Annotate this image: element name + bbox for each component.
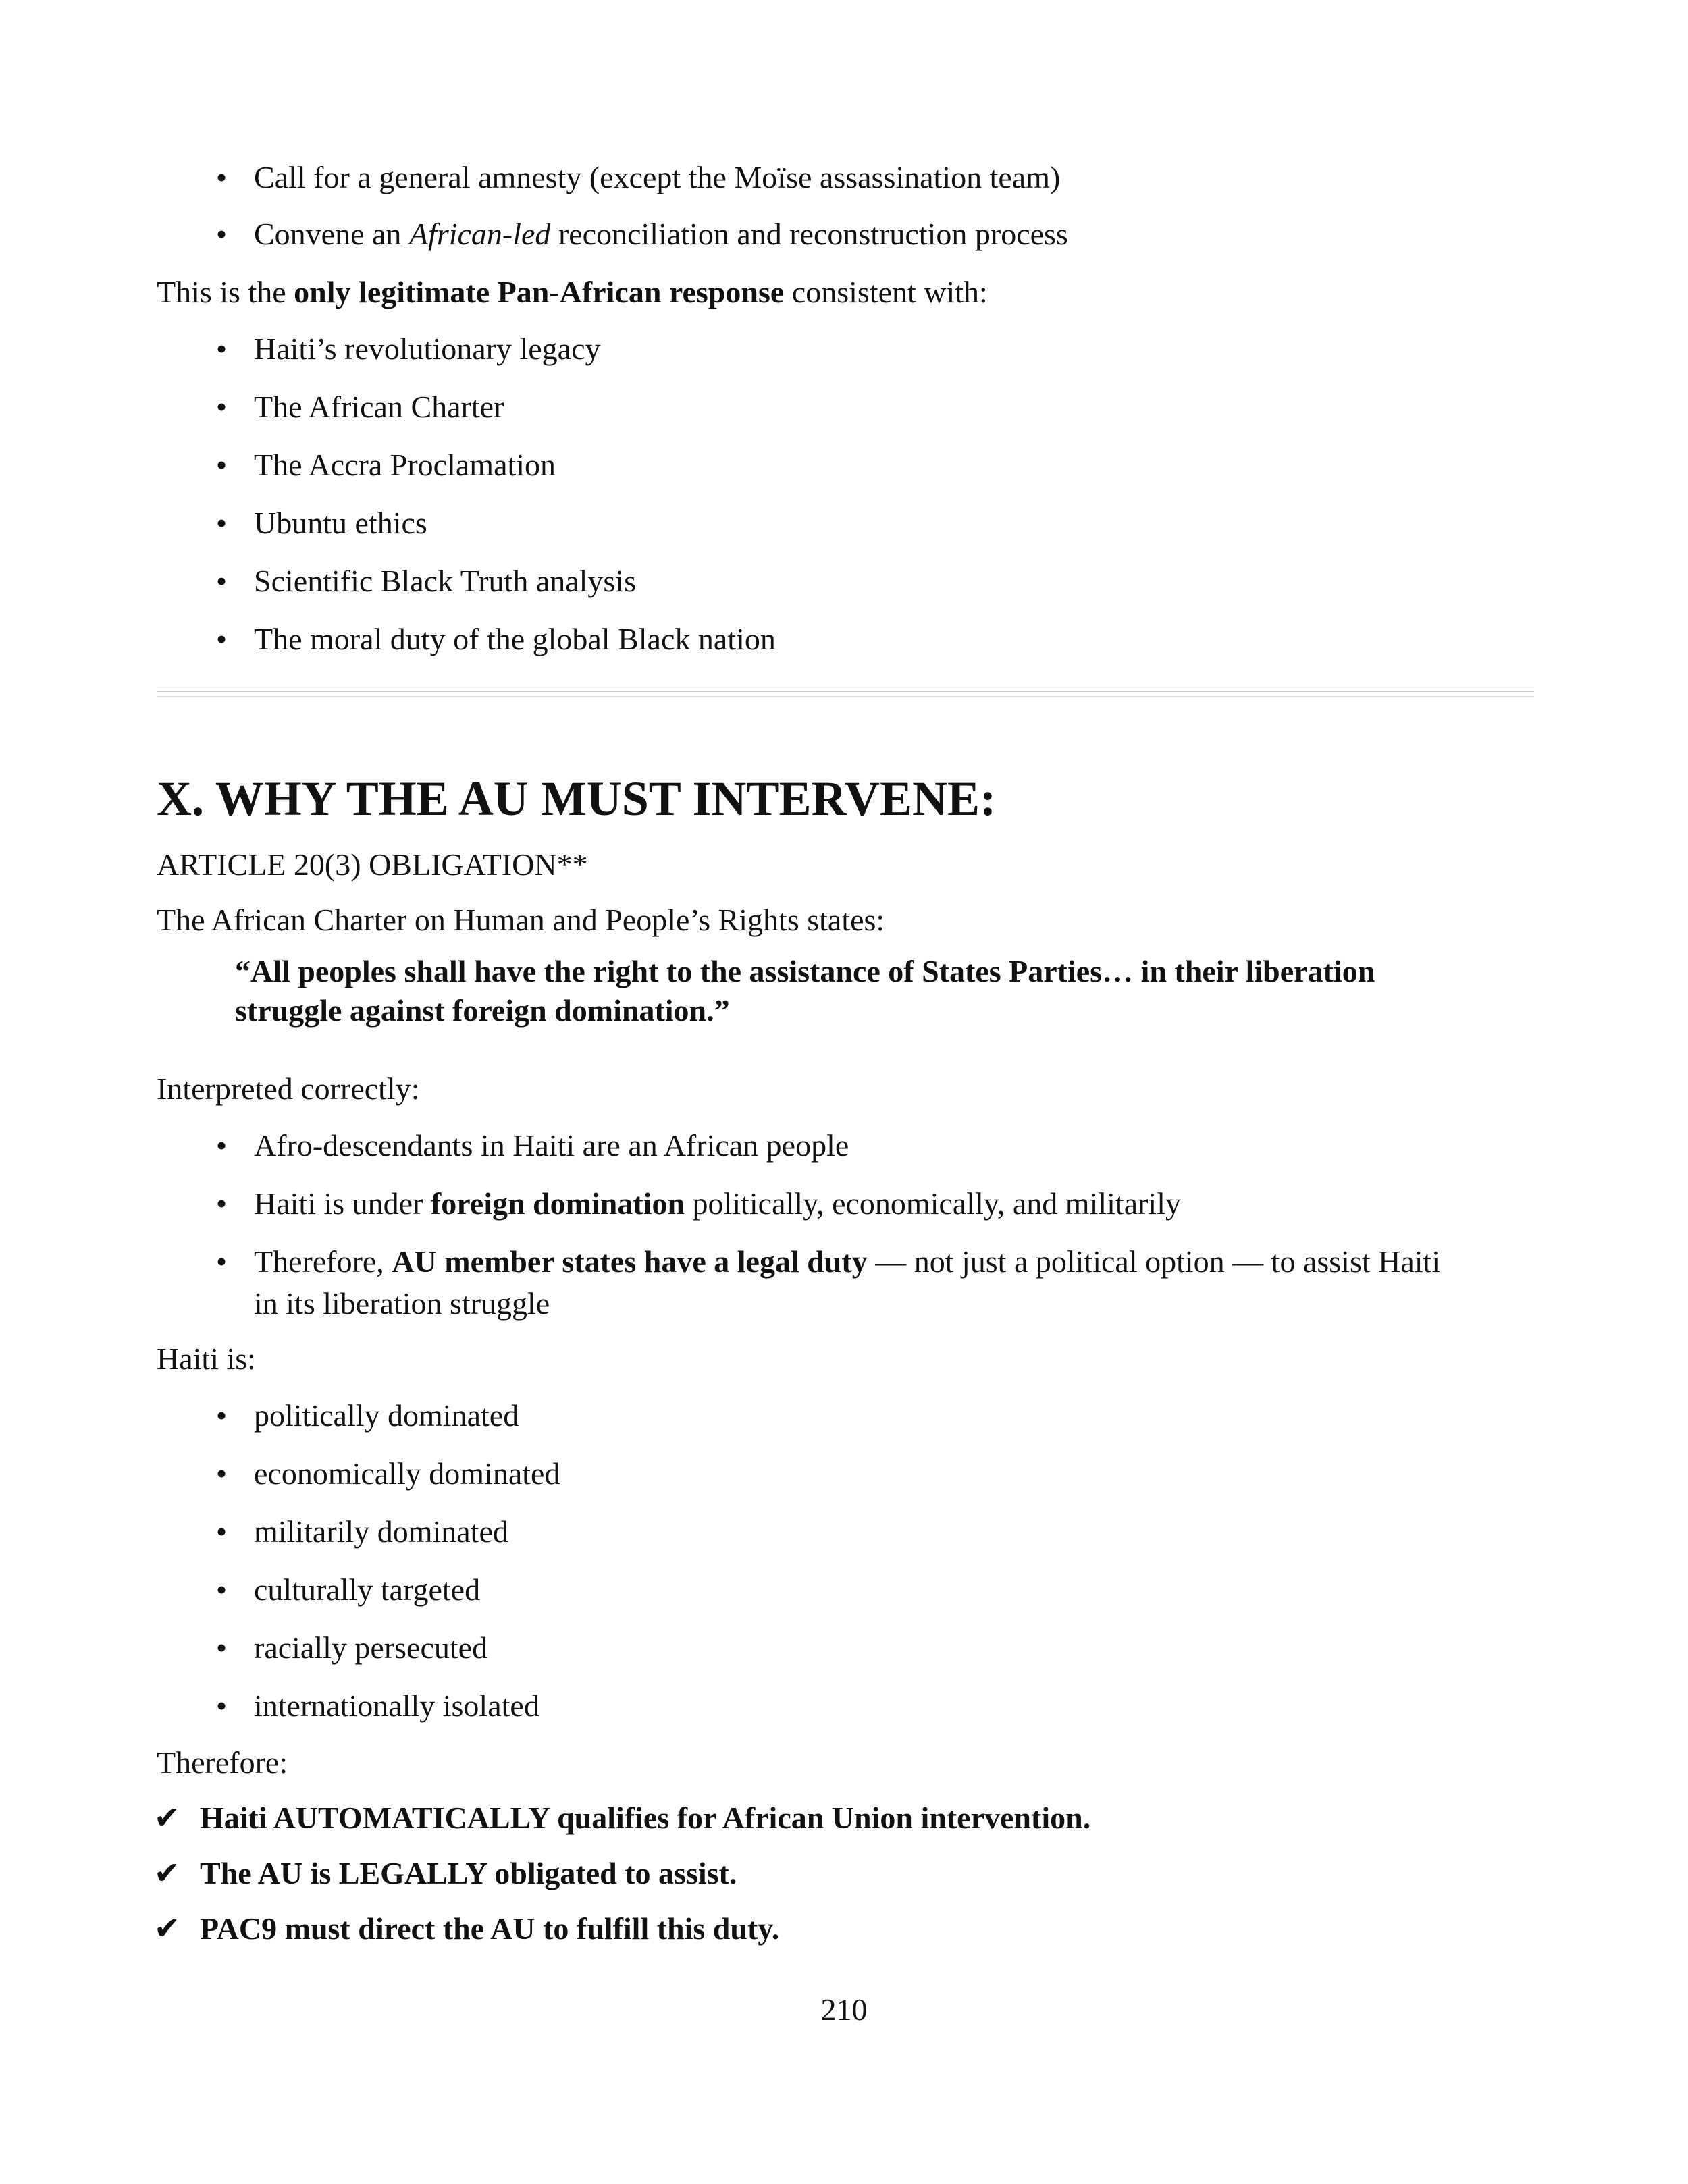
list-item-text: Call for a general amnesty (except the Moïse assassination team) (254, 160, 1061, 194)
block-quote (235, 952, 1518, 1030)
text-run: Convene an (254, 217, 409, 251)
checkmark-icon: ✔ (154, 1856, 180, 1890)
list-item-text: racially persecuted (254, 1630, 488, 1665)
bullet-glyph: • (216, 1456, 228, 1491)
list-item-text: Afro-descendants in Haiti are an African people (254, 1128, 849, 1163)
paragraph (157, 273, 988, 312)
section-heading: X. WHY THE AU MUST INTERVENE: (157, 772, 997, 826)
text-run: Therefore, (254, 1244, 392, 1279)
text-run: Haiti is under (254, 1186, 431, 1221)
text-run: — not just a political option — to assist Haiti (867, 1244, 1441, 1279)
quote-line: “All peoples shall have the right to the assistance of States Parties… in their liberation (235, 954, 1375, 988)
bullet-glyph: • (216, 160, 228, 194)
bullet-glyph: • (216, 1398, 228, 1433)
conclusion-item: PAC9 must direct the AU to fulfill this duty. (200, 1911, 780, 1946)
conclusion-item: The AU is LEGALLY obligated to assist. (200, 1856, 737, 1890)
list-item-text (254, 215, 1068, 254)
list-item-text: Ubuntu ethics (254, 506, 427, 540)
conclusion-item: Haiti AUTOMATICALLY qualifies for African Union intervention. (200, 1801, 1091, 1835)
bold-run: foreign domination (430, 1186, 685, 1221)
bullet-glyph: • (216, 217, 228, 251)
list-item-text: culturally targeted (254, 1572, 481, 1607)
text-run: consistent with: (784, 275, 988, 309)
checkmark-icon: ✔ (154, 1801, 180, 1835)
bullet-glyph: • (216, 1688, 228, 1723)
page-number: 210 (820, 1992, 868, 2027)
text-run: politically, economically, and militarily (685, 1186, 1181, 1221)
bullet-glyph: • (216, 1572, 228, 1607)
bullet-glyph: • (216, 1244, 228, 1279)
list-item-text: The moral duty of the global Black nation (254, 622, 776, 656)
list-item-text: Haiti’s revolutionary legacy (254, 331, 601, 366)
text-run: reconciliation and reconstruction process (550, 217, 1068, 251)
list-item-text (254, 1242, 1440, 1281)
bullet-glyph: • (216, 331, 228, 366)
bullet-glyph: • (216, 1514, 228, 1549)
list-item-text: The African Charter (254, 390, 504, 424)
list-item-text: Scientific Black Truth analysis (254, 564, 637, 598)
list-item-text: economically dominated (254, 1456, 560, 1491)
subheading: ARTICLE 20(3) OBLIGATION** (157, 847, 588, 882)
bullet-glyph: • (216, 390, 228, 424)
bullet-glyph: • (216, 564, 228, 598)
bullet-glyph: • (216, 1128, 228, 1163)
italic-run: African-led (408, 217, 551, 251)
paragraph: Haiti is: (157, 1341, 256, 1376)
bold-run: only legitimate Pan-African response (294, 275, 785, 309)
list-item-continuation: in its liberation struggle (254, 1286, 550, 1321)
list-item-text: militarily dominated (254, 1514, 508, 1549)
paragraph: Interpreted correctly: (157, 1071, 420, 1106)
quote-line: struggle against foreign domination.” (235, 993, 730, 1028)
list-item-text: internationally isolated (254, 1688, 539, 1723)
bullet-glyph: • (216, 1630, 228, 1665)
text-run: This is the (157, 275, 294, 309)
checkmark-icon: ✔ (154, 1911, 180, 1946)
bold-run: AU member states have a legal duty (392, 1244, 868, 1279)
list-item-text: politically dominated (254, 1398, 519, 1433)
bullet-glyph: • (216, 448, 228, 482)
paragraph: The African Charter on Human and People’s Rights states: (157, 903, 885, 937)
bullet-glyph: • (216, 506, 228, 540)
list-item-text (254, 1184, 1181, 1223)
bullet-glyph: • (216, 622, 228, 656)
list-item-text: The Accra Proclamation (254, 448, 556, 482)
horizontal-rule (157, 691, 1534, 697)
bullet-glyph: • (216, 1186, 228, 1221)
paragraph: Therefore: (157, 1745, 288, 1780)
